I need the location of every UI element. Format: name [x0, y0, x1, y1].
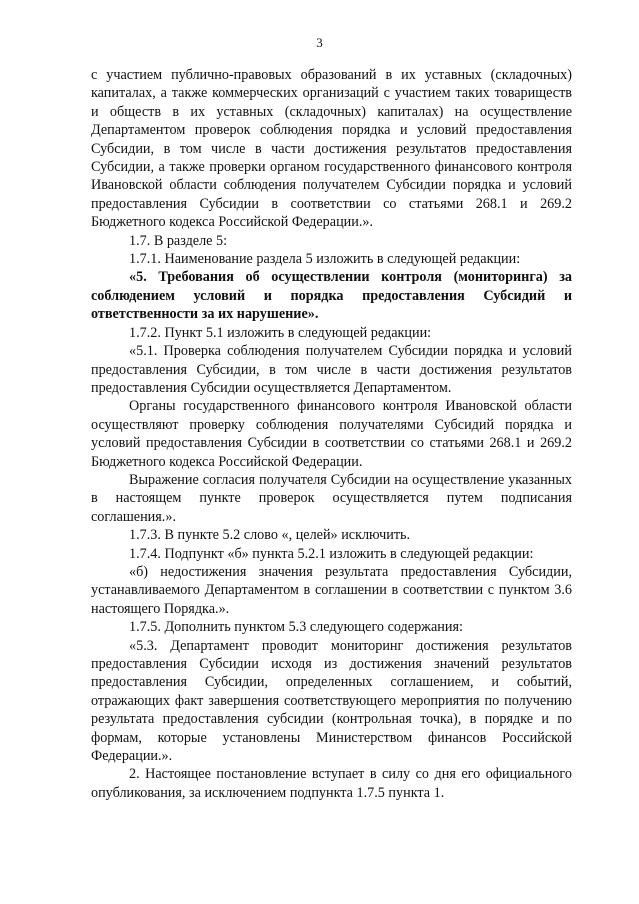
paragraph-1-7-1: 1.7.1. Наименование раздела 5 изложить в следующей редакции:: [129, 251, 521, 268]
paragraph-2-effective-date: 2. Настоящее постановление вступает в силу со дня его официального опубликования, за исключением подпункта 1.7.5 пункта 1.: [91, 766, 572, 801]
paragraph-5-1: «5.1. Проверка соблюдения получателем Субсидии порядка и условий предоставления Субсидии, в том числе в части достижения результатов предоставления Субсидии осуществляется Департаментом.: [91, 343, 572, 396]
paragraph-5-3: «5.3. Департамент проводит мониторинг достижения результатов предоставления Субсидии исходя из достижения значений результатов предоставления Субсидии, определенных соглашением, и событий, отражающих факт завершения соответствующего мероприятия по получению результата предоставления субсидии (контрольная точка), в порядке и по формам, которые установлены Министерством финансов Российской Федерации.».: [91, 637, 572, 765]
document-body: [91, 66, 572, 802]
page-number: 3: [316, 35, 323, 50]
paragraph-1-7-3: 1.7.3. В пункте 5.2 слово «, целей» исключить.: [129, 527, 411, 544]
paragraph-consent: Выражение согласия получателя Субсидии на осуществление указанных в настоящем пункте проверок осуществляется путем подписания соглашения.».: [91, 471, 572, 525]
paragraph-1-7-2: 1.7.2. Пункт 5.1 изложить в следующей редакции:: [129, 324, 432, 341]
paragraph-1-7-5: 1.7.5. Дополнить пунктом 5.3 следующего содержания:: [129, 619, 463, 636]
paragraph-continuation: с участием публично-правовых образований в их уставных (складочных) капиталах, а также коммерческих организаций с участием таких товариществ и обществ в их уставных (складочных) капиталах) на осуществление Департаментом проверок соблюдения порядка и условий предоставления Субсидии, в том числе в части достижения результатов предоставления Субсидии, а также проверки органом государственного финансового контроля Ивановской области соблюдения получателем Субсидии порядка и условий предоставления Субсидии в соответствии со статьями 268.1 и 269.2 Бюджетного кодекса Российской Федерации.».: [91, 67, 572, 231]
paragraph-1-7: 1.7. В разделе 5:: [129, 232, 228, 249]
paragraph-subpoint-b: «б) недостижения значения результата предоставления Субсидии, устанавливаемого Департаментом в соглашении в соответствии с пунктом 3.6 настоящего Порядка.».: [91, 563, 572, 617]
paragraph-control-bodies: Органы государственного финансового контроля Ивановской области осуществляют проверку соблюдения получателями Субсидий порядка и условий предоставления Субсидии в соответствии со статьями 268.1 и 269.2 Бюджетного кодекса Российской Федерации.: [91, 398, 572, 470]
section-5-heading: «5. Требования об осуществлении контроля (мониторинга) за соблюдением условий и порядка предоставления Субсидий и ответственности за их нарушение».: [91, 269, 572, 323]
paragraph-1-7-4: 1.7.4. Подпункт «б» пункта 5.2.1 изложить в следующей редакции:: [129, 545, 534, 562]
